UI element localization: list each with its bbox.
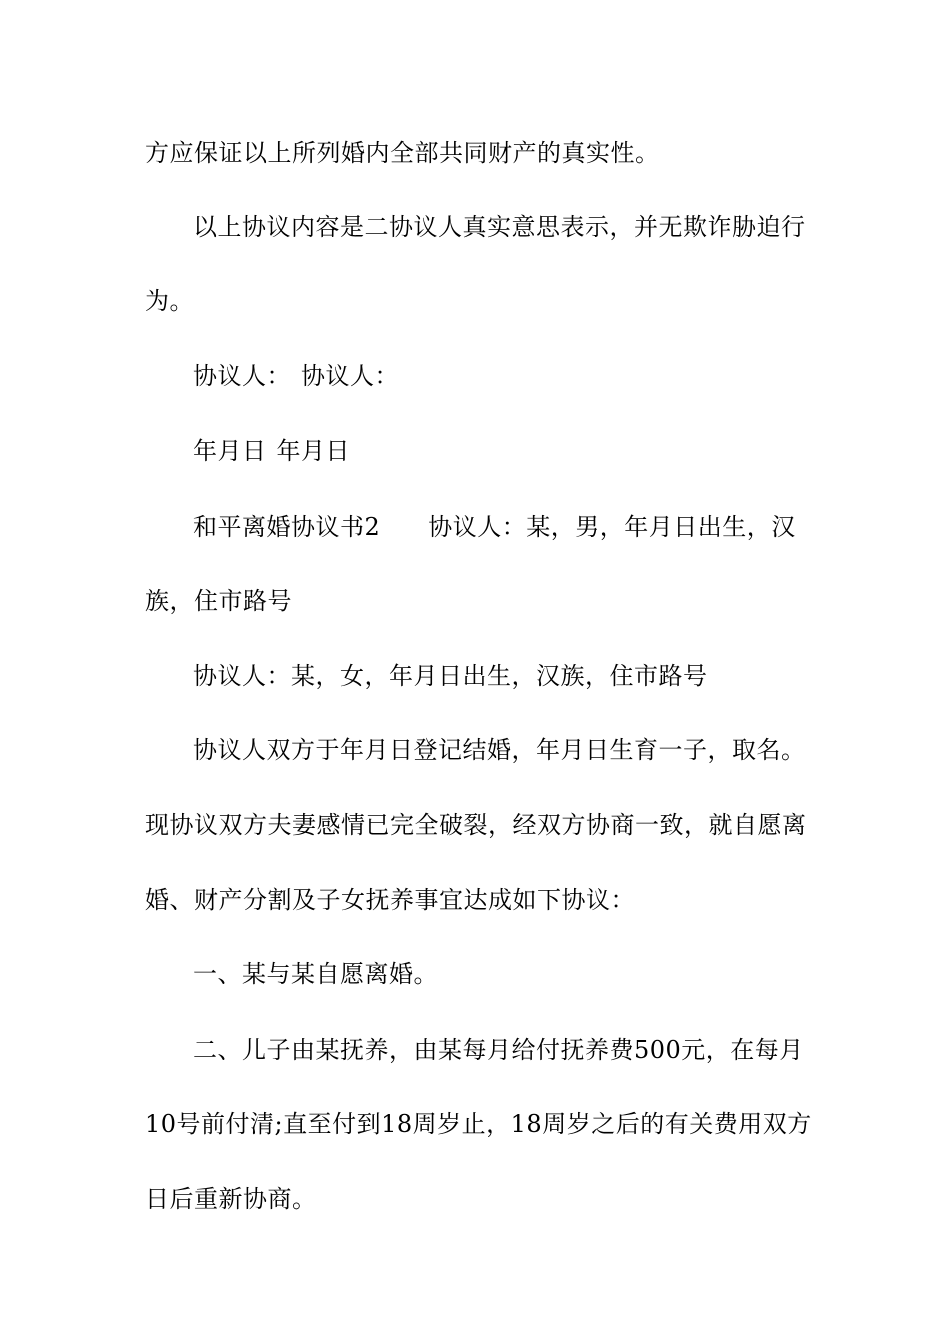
paragraph-text: 协议人：某，男，年月日出生，汉 xyxy=(428,513,796,541)
date-2: 年月日 xyxy=(276,437,350,465)
paragraph-line: 日后重新协商。 xyxy=(145,1185,317,1213)
paragraph-line: 协议人双方于年月日登记结婚，年月日生育一子，取名。 xyxy=(193,736,806,764)
clause-line: 一、某与某自愿离婚。 xyxy=(193,960,438,988)
paragraph-line: 为。 xyxy=(145,287,194,315)
paragraph-line: 现协议双方夫妻感情已完全破裂，经双方协商一致，就自愿离 xyxy=(145,811,807,839)
paragraph-line: 以上协议内容是二协议人真实意思表示，并无欺诈胁迫行 xyxy=(193,213,806,241)
signature-line xyxy=(193,360,399,392)
section-heading: 和平离婚协议书2 xyxy=(193,513,381,541)
signatory-label-2: 协议人： xyxy=(301,362,399,390)
date-line xyxy=(193,435,350,467)
date-1: 年月日 xyxy=(193,437,267,465)
section-heading-line xyxy=(193,511,796,543)
paragraph-line: 协议人：某，女，年月日出生，汉族，住市路号 xyxy=(193,662,708,690)
paragraph-line: 族，住市路号 xyxy=(145,587,292,615)
paragraph-line: 婚、财产分割及子女抚养事宜达成如下协议： xyxy=(145,886,635,914)
paragraph-line: 方应保证以上所列婚内全部共同财产的真实性。 xyxy=(145,139,660,167)
signatory-label-1: 协议人： xyxy=(193,362,291,390)
clause-line: 二、儿子由某抚养，由某每月给付抚养费500元，在每月 xyxy=(193,1036,804,1064)
paragraph-line: 10号前付清;直至付到18周岁止，18周岁之后的有关费用双方 xyxy=(145,1110,812,1138)
